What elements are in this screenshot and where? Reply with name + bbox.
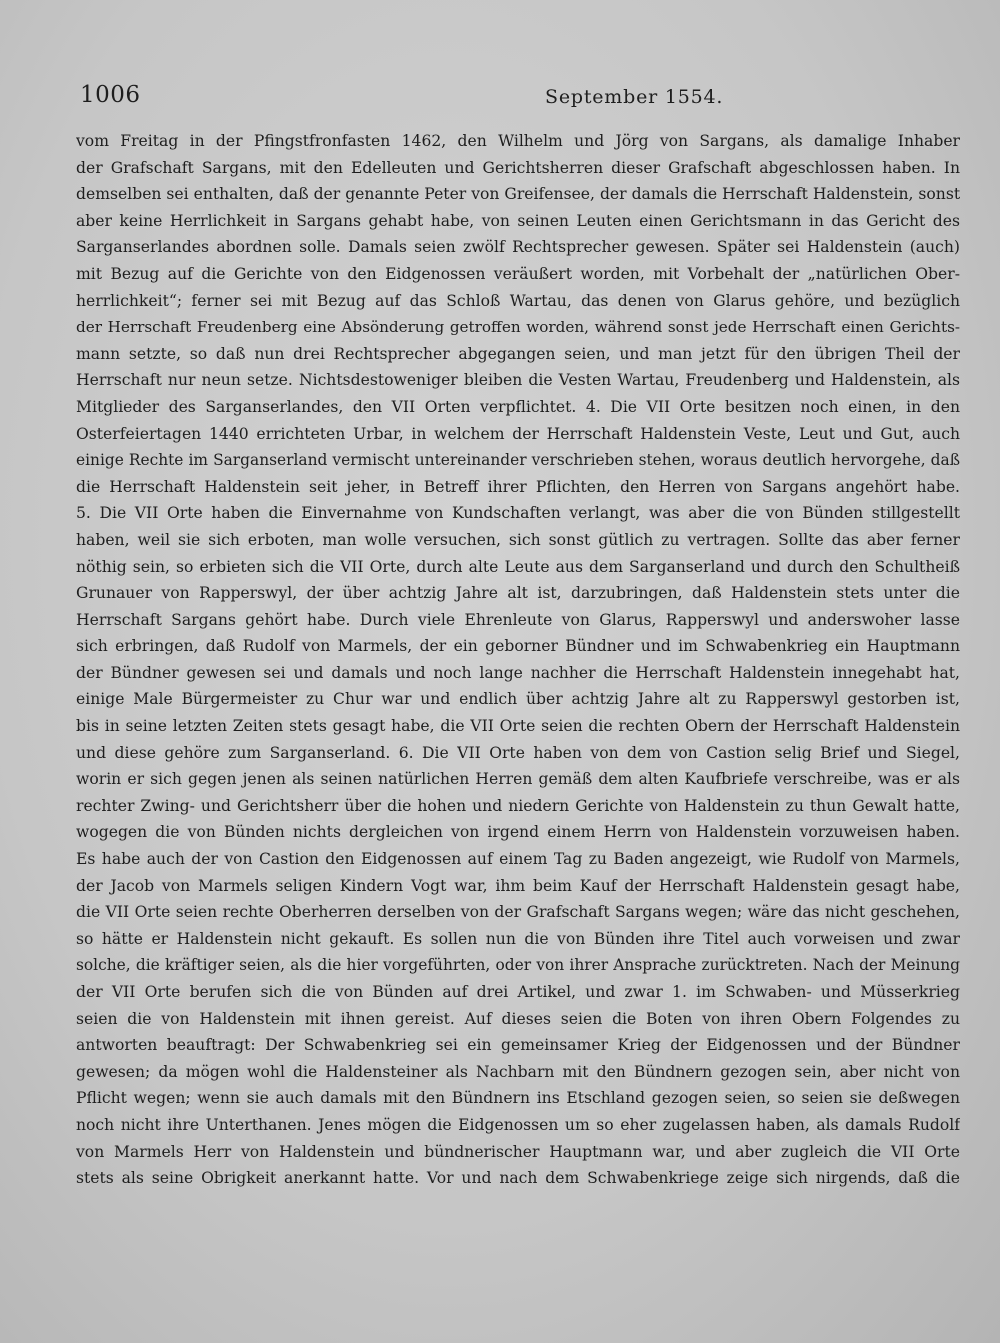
body-text	[76, 128, 960, 1192]
text-line: Sarganserlandes abordnen solle. Damals seien zwölf Rechtsprecher gewesen. Später sei Haldenstein (auch)	[76, 238, 960, 257]
text-line: rechter Zwing- und Gerichtsherr über die hohen und niedern Gerichte von Haldenstein zu thun Gewalt hatte,	[76, 796, 960, 815]
text-line: Pflicht wegen; wenn sie auch damals mit den Bündnern ins Etschland gezogen seien, so seien sie deßwegen	[76, 1089, 960, 1108]
text-line: bis in seine letzten Zeiten stets gesagt habe, die VII Orte seien die rechten Obern der Herrschaft Haldenstein	[76, 717, 960, 736]
text-line: die VII Orte seien rechte Oberherren derselben von der Grafschaft Sargans wegen; wäre das nicht geschehen,	[76, 903, 960, 922]
text-line: haben, weil sie sich erboten, man wolle versuchen, sich sonst gütlich zu vertragen. Sollte das aber ferner	[76, 530, 960, 549]
text-line: stets als seine Obrigkeit anerkannt hatte. Vor und nach dem Schwabenkriege zeige sich nirgends, daß die	[76, 1169, 960, 1188]
running-title: September 1554.	[545, 86, 724, 108]
text-line: seien die von Haldenstein mit ihnen gereist. Auf dieses seien die Boten von ihren Obern Folgendes zu	[76, 1009, 960, 1028]
text-line: so hätte er Haldenstein nicht gekauft. Es sollen nun die von Bünden ihre Titel auch vorweisen und zwar	[76, 929, 960, 948]
text-line: nöthig sein, so erbieten sich die VII Orte, durch alte Leute aus dem Sarganserland und durch den Schultheiß	[76, 557, 960, 576]
page-number: 1006	[80, 82, 141, 108]
text-line: sich erbringen, daß Rudolf von Marmels, der ein geborner Bündner und im Schwabenkrieg ein Hauptmann	[76, 637, 960, 656]
text-line: der Bündner gewesen sei und damals und noch lange nachher die Herrschaft Haldenstein innegehabt hat,	[76, 663, 960, 682]
text-line: einige Male Bürgermeister zu Chur war und endlich über achtzig Jahre alt zu Rapperswyl gestorben ist,	[76, 690, 960, 709]
text-line: die Herrschaft Haldenstein seit jeher, in Betreff ihrer Pflichten, den Herren von Sargans angehört habe.	[76, 477, 960, 496]
text-line: der Herrschaft Freudenberg eine Absönderung getroffen worden, während sonst jede Herrschaft einen Gerichts-	[76, 318, 960, 337]
text-line: einige Rechte im Sarganserland vermischt untereinander verschrieben stehen, woraus deutlich hervorgehe, daß	[76, 451, 960, 470]
text-line: vom Freitag in der Pfingstfronfasten 1462, den Wilhelm und Jörg von Sargans, als damalige Inhaber	[76, 132, 960, 150]
text-line: der Grafschaft Sargans, mit den Edelleuten und Gerichtsherren dieser Grafschaft abgeschlossen haben. In	[76, 158, 960, 177]
text-line: mann setzte, so daß nun drei Rechtsprecher abgegangen seien, und man jetzt für den übrigen Theil der	[76, 344, 960, 363]
text-line: 5. Die VII Orte haben die Einvernahme von Kundschaften verlangt, was aber die von Bünden stillgestellt	[76, 504, 960, 523]
page-header	[80, 76, 960, 116]
text-line: worin er sich gegen jenen als seinen natürlichen Herren gemäß dem alten Kaufbriefe verschreibe, was er als	[76, 770, 960, 789]
text-line: wogegen die von Bünden nichts dergleichen von irgend einem Herrn von Haldenstein vorzuweisen haben.	[76, 823, 960, 842]
text-line: solche, die kräftiger seien, als die hier vorgeführten, oder von ihrer Ansprache zurücktreten. Nach der Meinung	[76, 956, 960, 975]
text-line: antworten beauftragt: Der Schwabenkrieg sei ein gemeinsamer Krieg der Eidgenossen und der Bündner	[76, 1036, 960, 1055]
text-line: demselben sei enthalten, daß der genannte Peter von Greifensee, der damals die Herrschaft Haldenstein, sonst	[76, 185, 960, 204]
text-line: herrlichkeit“; ferner sei mit Bezug auf das Schloß Wartau, das denen von Glarus gehöre, und bezüglich	[76, 291, 960, 310]
text-line: gewesen; da mögen wohl die Haldensteiner als Nachbarn mit den Bündnern gezogen sein, aber nicht von	[76, 1062, 960, 1081]
text-line: Herrschaft nur neun setze. Nichtsdestoweniger bleiben die Vesten Wartau, Freudenberg und Haldenstein, als	[76, 371, 960, 390]
text-line: Osterfeiertagen 1440 errichteten Urbar, in welchem der Herrschaft Haldenstein Veste, Leut und Gut, auch	[76, 424, 960, 443]
text-line: Mitglieder des Sarganserlandes, den VII Orten verpflichtet. 4. Die VII Orte besitzen noch einen, in den	[76, 397, 960, 416]
text-line: und diese gehöre zum Sarganserland. 6. Die VII Orte haben von dem von Castion selig Brief und Siegel,	[76, 743, 960, 762]
text-line: mit Bezug auf die Gerichte von den Eidgenossen veräußert worden, mit Vorbehalt der „natürlichen Ober-	[76, 264, 960, 283]
text-line: noch nicht ihre Unterthanen. Jenes mögen die Eidgenossen um so eher zugelassen haben, als damals Rudolf	[76, 1115, 960, 1134]
text-line: Es habe auch der von Castion den Eidgenossen auf einem Tag zu Baden angezeigt, wie Rudolf von Marmels,	[76, 850, 960, 869]
text-line: aber keine Herrlichkeit in Sargans gehabt habe, von seinen Leuten einen Gerichtsmann in das Gericht des	[76, 211, 960, 230]
text-line: von Marmels Herr von Haldenstein und bündnerischer Hauptmann war, und aber zugleich die VII Orte	[76, 1142, 960, 1161]
text-line: Grunauer von Rapperswyl, der über achtzig Jahre alt ist, darzubringen, daß Haldenstein stets unter die	[76, 584, 960, 603]
text-line: der Jacob von Marmels seligen Kindern Vogt war, ihm beim Kauf der Herrschaft Haldenstein gesagt habe,	[76, 876, 960, 895]
text-line: Herrschaft Sargans gehört habe. Durch viele Ehrenleute von Glarus, Rapperswyl und anderswoher lasse	[76, 610, 960, 629]
text-line: der VII Orte berufen sich die von Bünden auf drei Artikel, und zwar 1. im Schwaben- und Müsserkrieg	[76, 983, 960, 1001]
